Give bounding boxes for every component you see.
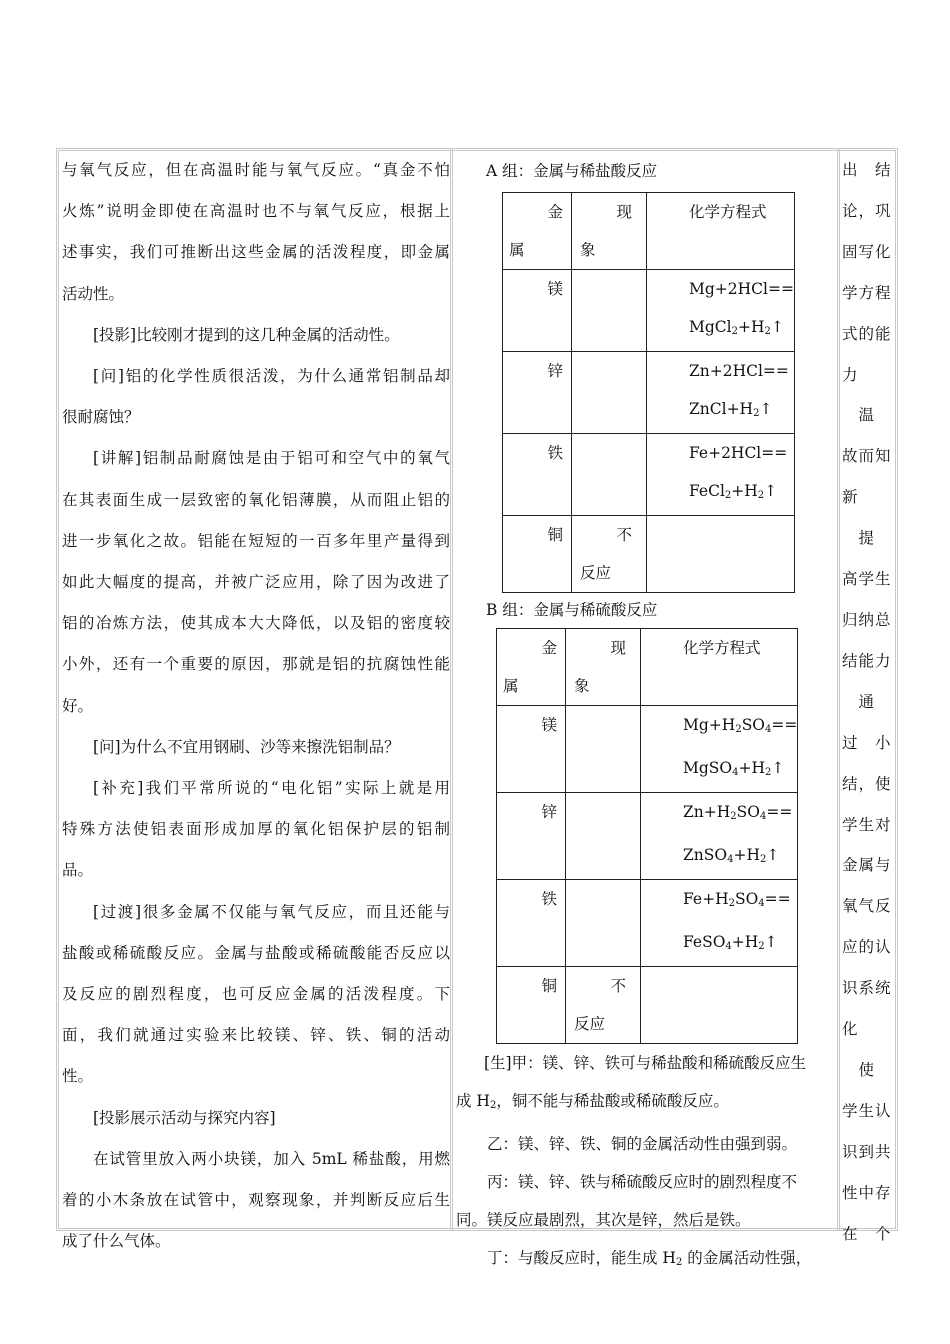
eq-text: ZnCl+H (689, 400, 754, 419)
metal-cell: 铁 (541, 890, 557, 909)
eq-text: SO (736, 803, 760, 822)
text-line: 好。 (62, 696, 94, 715)
group-a-caption: A 组：金属与稀盐酸反应 (486, 162, 658, 180)
text-line: 新 (842, 488, 859, 507)
design-intent-column (842, 150, 896, 1254)
equation-cell (641, 967, 798, 1044)
column-divider-left (450, 148, 453, 1231)
text-line: 性。 (62, 1067, 94, 1086)
table-row (503, 516, 795, 593)
phenomenon-cell (572, 516, 647, 593)
header-phen-top: 现 (616, 203, 632, 222)
text-line: 通 (842, 692, 876, 711)
text-line: 性中存 (842, 1183, 892, 1202)
text-line: 结能力 (842, 651, 892, 670)
arrow-up: ↑ (764, 482, 778, 501)
eq-text: SO (741, 716, 766, 735)
phenomenon-cell (572, 270, 647, 352)
text-line: 盐酸或稀硫酸反应。金属与盐酸或稀硫酸能否反应以 (62, 943, 450, 962)
header-phen-top: 现 (610, 639, 626, 658)
group-b-caption: B 组：金属与稀硫酸反应 (486, 601, 658, 620)
text-line: 面，我们就通过实验来比较镁、锌、铁、铜的活动 (62, 1026, 450, 1045)
eq-sub: 2 (758, 941, 765, 953)
text-span: [生]甲：镁、锌、铁可与稀盐酸和稀硫酸反应生 (484, 1054, 807, 1073)
equation-line (641, 880, 797, 923)
metal-cell: 锌 (541, 803, 557, 822)
text-line: 学方程 (842, 283, 892, 302)
phenomenon-text: 反应 (580, 564, 612, 583)
equation-line (647, 472, 794, 515)
text-line (456, 1082, 840, 1125)
text-line: 成了什么气体。 (62, 1232, 171, 1251)
text-line (456, 1125, 840, 1163)
arrow-up: ↑ (766, 846, 780, 865)
eq-text: +H (733, 846, 760, 865)
equation-cell (647, 352, 795, 434)
equation-cell (641, 706, 798, 793)
text-line: [问]铝的化学性质很活泼，为什么通常铝制品却 (93, 367, 450, 386)
equation-cell (647, 516, 795, 593)
text-line: 过 小 (842, 733, 892, 752)
header-equation (647, 193, 795, 270)
eq-text: FeSO (683, 933, 726, 952)
text-line: 小外，还有一个重要的原因，那就是铝的抗腐蚀性能 (62, 655, 450, 674)
header-metal (503, 193, 572, 270)
eq-text: == (764, 890, 791, 909)
eq-text: Mg+H (683, 716, 736, 735)
text-span: 同。镁反应最剧烈，其次是锌，然后是铁。 (456, 1211, 751, 1230)
eq-sub: 2 (765, 767, 772, 779)
equation-line (641, 706, 797, 749)
eq-text: == (766, 803, 793, 822)
eq-text: == (771, 716, 798, 735)
metal-cell: 镁 (547, 280, 563, 299)
phenomenon-text: 反应 (574, 1015, 606, 1034)
header-equation-label: 化学方程式 (683, 639, 761, 658)
eq-sub: 4 (732, 767, 739, 779)
eq-sub: 4 (727, 854, 734, 866)
text-line: 与氧气反应，但在高温时能与氧气反应。“真金不怕 (62, 161, 450, 179)
eq-text: +H (738, 318, 765, 337)
text-line: 金属与 (842, 856, 892, 875)
text-span: 乙：镁、锌、铁、铜的金属活动性由强到弱。 (487, 1135, 798, 1154)
eq-text: Zn+H (683, 803, 731, 822)
eq-text: +H (731, 482, 758, 501)
text-line: 使 (842, 1060, 876, 1079)
equation-line: Fe+2HCl== (689, 444, 788, 463)
header-metal (497, 629, 566, 706)
text-line: 铝的冶炼方法，使其成本大大降低，以及铝的密度较 (62, 614, 450, 633)
text-line: 结，使 (842, 774, 892, 793)
eq-text: FeCl (689, 482, 725, 501)
metal-cell: 锌 (547, 362, 563, 381)
equation-line (647, 308, 794, 351)
eq-sub: 2 (764, 326, 771, 338)
metal-cell: 铜 (541, 977, 557, 996)
eq-text: ZnSO (683, 846, 728, 865)
equation-line: Zn+2HCl== (689, 362, 789, 381)
phenomenon-cell (572, 352, 647, 434)
text-line: 提 (842, 529, 876, 548)
header-phen-bottom: 象 (574, 677, 590, 696)
equation-line (641, 793, 797, 836)
eq-text: SO (734, 890, 759, 909)
table-row (497, 880, 798, 967)
text-line: 着的小木条放在试管中，观察现象，并判断反应后生 (62, 1191, 450, 1210)
text-line: [投影展示活动与探究内容] (93, 1108, 276, 1127)
phenomenon-cell (566, 967, 641, 1044)
eq-sub: 2 (728, 898, 735, 910)
text-span: 丁：与酸反应时，能生成 H (487, 1249, 676, 1268)
text-line: 氧气反 (842, 897, 892, 916)
equation-line (641, 836, 797, 879)
table-row (503, 270, 795, 352)
text-line: 进一步氧化之故。铝能在短短的一百多年里产量得到 (62, 531, 450, 550)
phenomenon-text: 不 (610, 977, 626, 996)
equation-line: Mg+2HCl== (689, 280, 794, 299)
text-line: 在 个 (842, 1224, 892, 1243)
text-line: 识到共 (842, 1142, 892, 1161)
header-phenomenon (566, 629, 641, 706)
equation-cell (641, 793, 798, 880)
text-line: [讲解]铝制品耐腐蚀是由于铝可和空气中的氧气 (93, 449, 450, 468)
table-row (497, 793, 798, 880)
text-line (456, 1044, 840, 1082)
text-line: [补充]我们平常所说的“电化铝”实际上就是用 (93, 779, 450, 798)
text-line: 温 (842, 406, 876, 425)
header-metal-bottom: 属 (509, 241, 525, 260)
equation-cell (647, 434, 795, 516)
phenomenon-cell (566, 706, 641, 793)
text-span: 丙：镁、锌、铁与稀硫酸反应时的剧烈程度不 (487, 1173, 798, 1192)
arrow-up: ↑ (759, 400, 773, 419)
header-metal-top: 金 (541, 639, 557, 658)
text-line: 品。 (62, 861, 94, 880)
text-line: [投影]比较刚才提到的这几种金属的活动性。 (93, 325, 400, 344)
student-activity-column (456, 150, 840, 1282)
text-line (456, 1201, 840, 1239)
arrow-up: ↑ (770, 318, 784, 337)
header-phenomenon (572, 193, 647, 270)
text-line: 在其表面生成一层致密的氧化铝薄膜，从而阻止铝的 (62, 490, 450, 509)
text-line: 出 结 (842, 161, 892, 179)
eq-sub: 2 (735, 724, 742, 736)
arrow-up: ↑ (764, 933, 778, 952)
header-equation-label: 化学方程式 (689, 203, 767, 222)
group-b-table (496, 628, 798, 1044)
arrow-up: ↑ (771, 759, 785, 778)
text-line: 及反应的剧烈程度，也可反应金属的活泼程度。下 (62, 985, 450, 1004)
equation-cell (647, 270, 795, 352)
equation-line (647, 390, 794, 433)
text-line: 力 (842, 365, 859, 384)
text-line: 学生对 (842, 815, 892, 834)
phenomenon-cell (566, 793, 641, 880)
text-line (456, 1163, 840, 1201)
text-line: 固写化 (842, 242, 892, 261)
eq-text: +H (731, 933, 759, 952)
text-line: 如此大幅度的提高，并被广泛应用，除了因为改进了 (62, 573, 450, 592)
text-line: 式的能 (842, 324, 892, 343)
eq-sub: 2 (759, 854, 767, 866)
text-span: ，铜不能与稀盐酸或稀硫酸反应。 (496, 1092, 729, 1111)
text-line (456, 1239, 840, 1282)
text-line: 述事实，我们可推断出这些金属的活泼程度，即金属 (62, 243, 450, 262)
text-line: 论，巩 (842, 201, 892, 220)
teacher-activity-column (62, 150, 450, 1262)
phenomenon-cell (566, 880, 641, 967)
eq-sub: 2 (730, 811, 737, 823)
phenomenon-cell (572, 434, 647, 516)
eq-text: Fe+H (683, 890, 729, 909)
header-metal-bottom: 属 (503, 677, 519, 696)
text-line: [过渡]很多金属不仅能与氧气反应，而且还能与 (93, 902, 450, 921)
text-line: 高学生 (842, 570, 892, 589)
header-phen-bottom: 象 (580, 241, 596, 260)
eq-text: MgCl (689, 318, 732, 337)
table-header-row (503, 193, 795, 270)
text-span: 的金属活动性强， (682, 1249, 812, 1268)
eq-sub: 2 (724, 490, 732, 502)
table-row (497, 967, 798, 1044)
metal-cell: 镁 (541, 716, 557, 735)
equation-line (641, 923, 797, 966)
table-row (497, 706, 798, 793)
text-line: 火炼”说明金即使在高温时也不与氧气反应，根据上 (62, 202, 450, 221)
eq-sub: 2 (731, 326, 738, 338)
text-line: 应的认 (842, 938, 892, 957)
header-metal-top: 金 (547, 203, 563, 222)
metal-cell: 铜 (547, 526, 563, 545)
text-line: 很耐腐蚀？ (62, 408, 140, 427)
group-a-table (502, 192, 795, 593)
eq-text: MgSO (683, 759, 733, 778)
text-line: 学生认 (842, 1101, 892, 1120)
equation-cell (641, 880, 798, 967)
table-header-row (497, 629, 798, 706)
eq-sub: 4 (759, 811, 767, 823)
eq-sub: 4 (725, 941, 732, 953)
student-conclusions (456, 1044, 840, 1282)
eq-sub: 4 (765, 724, 772, 736)
phenomenon-text: 不 (616, 526, 632, 545)
text-line: 识系统 (842, 979, 892, 998)
text-line: 活动性。 (62, 284, 125, 303)
text-span: 成 H (456, 1092, 490, 1111)
eq-sub: 4 (758, 898, 765, 910)
text-line: 归纳总 (842, 610, 892, 629)
eq-sub: 2 (489, 1100, 497, 1112)
table-row (503, 352, 795, 434)
text-line: 故而知 (842, 447, 892, 466)
header-equation (641, 629, 798, 706)
table-row (503, 434, 795, 516)
equation-line (641, 749, 797, 792)
eq-sub: 2 (753, 408, 760, 420)
text-line: 化 (842, 1020, 859, 1039)
text-line: 在试管里放入两小块镁，加入 5mL 稀盐酸，用燃 (93, 1149, 450, 1168)
text-line: 特殊方法使铝表面形成加厚的氧化铝保护层的铝制 (62, 820, 450, 839)
eq-sub: 2 (757, 490, 765, 502)
text-line: [问]为什么不宜用钢刷、沙等来擦洗铝制品？ (93, 737, 400, 756)
metal-cell: 铁 (547, 444, 563, 463)
eq-sub: 2 (675, 1257, 683, 1269)
eq-text: +H (738, 759, 766, 778)
